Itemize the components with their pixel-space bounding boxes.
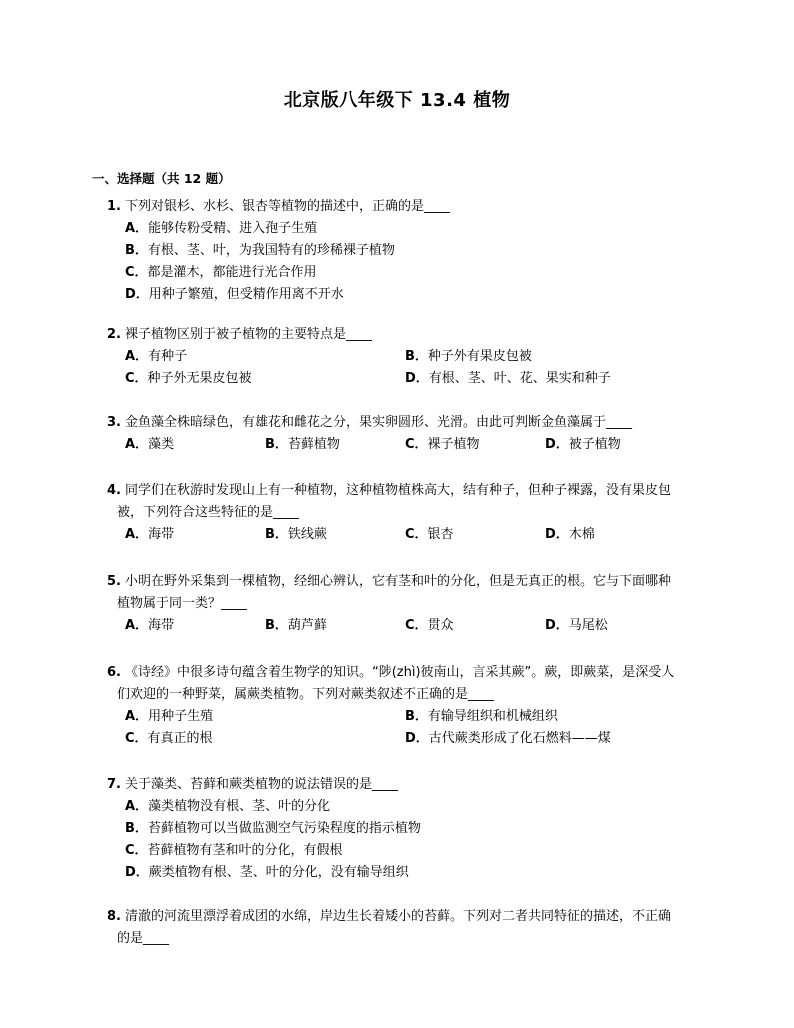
question-stem	[107, 662, 707, 706]
option-d: D．蕨类植物有根、茎、叶的分化，没有输导组织	[125, 865, 409, 880]
question-6	[107, 662, 707, 750]
question-stem	[107, 480, 707, 524]
option-d: D．有根、茎、叶、花、果实和种子	[405, 371, 611, 386]
question-number: 6.	[107, 665, 121, 680]
stem-text: 清澈的河流里漂浮着成团的水绵，岸边生长着矮小的苔藓。下列对二者共同特征的描述，不正确	[124, 909, 671, 924]
option-b: B．有根、茎、叶，为我国特有的珍稀裸子植物	[125, 243, 395, 258]
option-a: A．海带	[125, 618, 175, 633]
option-d: D．被子植物	[545, 437, 621, 452]
question-stem	[107, 906, 707, 950]
question-stem	[107, 412, 707, 434]
stem-text: 金鱼藻全株暗绿色，有雄花和雌花之分，果实卵圆形、光滑。由此可判断金鱼藻属于____	[124, 415, 632, 430]
question-number: 2.	[107, 327, 121, 342]
question-number: 1.	[107, 199, 121, 214]
option-b: B．葫芦藓	[265, 618, 327, 633]
stem-text-line-2: 被，下列符合这些特征的是____	[117, 505, 300, 520]
question-4	[107, 480, 707, 546]
section-heading: 一、选择题（共 12 题）	[92, 171, 231, 186]
option-b: B．苔藓植物可以当做监测空气污染程度的指示植物	[125, 821, 421, 836]
question-stem	[107, 571, 707, 615]
option-b: B．苔藓植物	[265, 437, 340, 452]
stem-text-line-2: 植物属于同一类？____	[117, 596, 248, 611]
option-c: C．裸子植物	[405, 437, 480, 452]
option-a: A．藻类	[125, 437, 175, 452]
question-8	[107, 906, 707, 950]
stem-text: 裸子植物区别于被子植物的主要特点是____	[124, 327, 372, 342]
option-a: A．能够传粉受精、进入孢子生殖	[125, 221, 318, 236]
option-a: A．藻类植物没有根、茎、叶的分化	[125, 799, 331, 814]
option-c: C．贯众	[405, 618, 454, 633]
option-b: B．种子外有果皮包被	[405, 349, 532, 364]
option-d: D．马尾松	[545, 618, 608, 633]
stem-text: 《诗经》中很多诗句蕴含着生物学的知识。“陟(zhì)彼南山，言采其蕨”。蕨，即蕨菜，是深受人	[124, 665, 675, 680]
option-a: A．有种子	[125, 349, 188, 364]
question-7	[107, 774, 707, 884]
option-a: A．海带	[125, 527, 175, 542]
question-stem	[107, 774, 707, 796]
option-c: C．种子外无果皮包被	[125, 371, 252, 386]
option-c: C．银杏	[405, 527, 454, 542]
option-d: D．用种子繁殖，但受精作用离不开水	[125, 287, 344, 302]
question-2	[107, 324, 707, 390]
stem-text: 下列对银杉、水杉、银杏等植物的描述中，正确的是____	[124, 199, 450, 214]
option-d: D．木棉	[545, 527, 595, 542]
stem-text-line-2: 的是____	[117, 931, 170, 946]
option-b: B．铁线蕨	[265, 527, 327, 542]
question-number: 7.	[107, 777, 121, 792]
option-a: A．用种子生殖	[125, 709, 214, 724]
option-c: C．苔藓植物有茎和叶的分化，有假根	[125, 843, 343, 858]
stem-text: 小明在野外采集到一棵植物，经细心辨认，它有茎和叶的分化，但是无真正的根。它与下面哪种	[124, 574, 671, 589]
page-title: 北京版八年级下 13.4 植物	[283, 90, 511, 111]
stem-text-line-2: 们欢迎的一种野菜，属蕨类植物。下列对蕨类叙述不正确的是____	[117, 687, 495, 702]
question-5	[107, 571, 707, 637]
option-d: D．古代蕨类形成了化石燃料——煤	[405, 731, 611, 746]
question-number: 4.	[107, 483, 121, 498]
question-number: 5.	[107, 574, 121, 589]
option-b: B．有输导组织和机械组织	[405, 709, 558, 724]
stem-text: 同学们在秋游时发现山上有一种植物，这种植物植株高大，结有种子，但种子裸露，没有果皮包	[124, 483, 671, 498]
question-number: 8.	[107, 909, 121, 924]
question-stem	[107, 196, 707, 218]
option-c: C．有真正的根	[125, 731, 213, 746]
question-1	[107, 196, 707, 306]
stem-text: 关于藻类、苔藓和蕨类植物的说法错误的是____	[124, 777, 398, 792]
question-number: 3.	[107, 415, 121, 430]
question-3	[107, 412, 707, 456]
option-c: C．都是灌木，都能进行光合作用	[125, 265, 317, 280]
question-stem	[107, 324, 707, 346]
